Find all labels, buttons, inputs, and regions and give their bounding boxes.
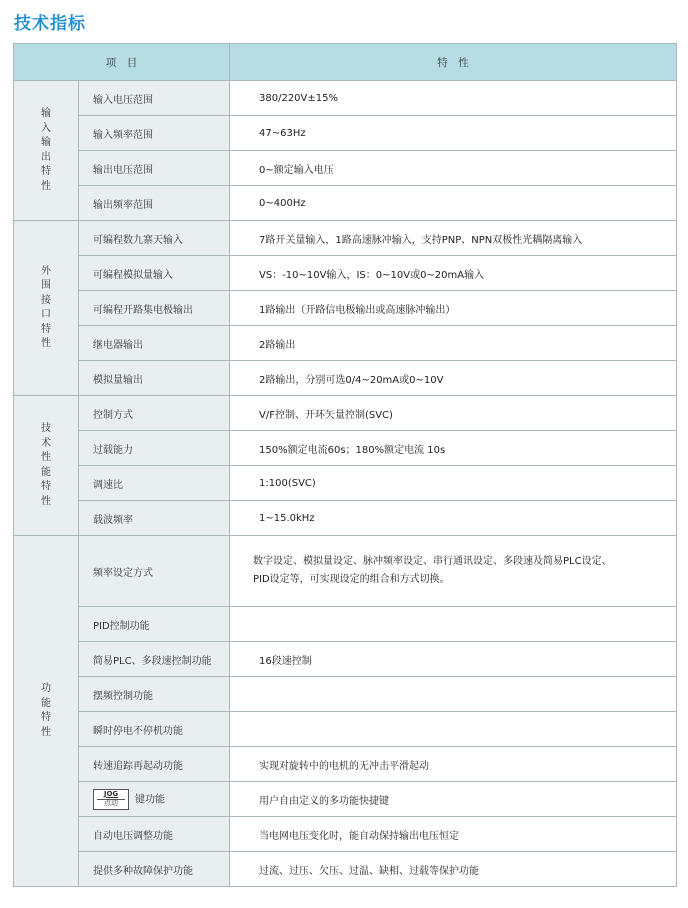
item-cell: 提供多种故障保护功能: [79, 852, 230, 887]
item-cell: 转速追踪再起动功能: [79, 747, 230, 782]
table-row: [14, 852, 677, 887]
item-cell: 简易PLC、多段速控制功能: [79, 642, 230, 677]
item-cell: 输出频率范围: [79, 186, 230, 221]
item-cell: 调速比: [79, 466, 230, 501]
spec-table: [13, 43, 677, 887]
jog-key-label: JOG: [103, 789, 119, 798]
table-row: [14, 782, 677, 817]
value-cell: V/F控制、开环矢量控制(SVC): [230, 396, 677, 431]
value-cell: 47~63Hz: [230, 116, 677, 151]
item-cell: 输入电压范围: [79, 81, 230, 116]
category-cell: [14, 81, 79, 221]
table-row: [14, 431, 677, 466]
category-cell: [14, 396, 79, 536]
item-cell: 可编程开路集电极输出: [79, 291, 230, 326]
table-row: [14, 256, 677, 291]
table-header-row: [14, 44, 677, 81]
table-row: [14, 536, 677, 607]
item-cell: PID控制功能: [79, 607, 230, 642]
table-row: [14, 361, 677, 396]
page-title: 技术指标: [14, 14, 86, 34]
table-row: [14, 291, 677, 326]
value-cell: 过流、过压、欠压、过温、缺相、过载等保护功能: [230, 852, 677, 887]
table-row: [14, 747, 677, 782]
item-cell: 控制方式: [79, 396, 230, 431]
category-cell: [14, 221, 79, 396]
category-label: 输入输出特性: [41, 108, 51, 192]
category-cell: [14, 536, 79, 887]
item-cell: 模拟量输出: [79, 361, 230, 396]
category-label: 外围接口特性: [41, 265, 51, 349]
item-cell: [79, 782, 230, 817]
value-cell: 150%额定电流60s；180%额定电流 10s: [230, 431, 677, 466]
value-cell: 实现对旋转中的电机的无冲击平滑起动: [230, 747, 677, 782]
value-cell: [230, 607, 677, 642]
table-row: [14, 326, 677, 361]
header-item: 项 目: [14, 44, 230, 81]
item-cell: 输出电压范围: [79, 151, 230, 186]
item-cell: 继电器输出: [79, 326, 230, 361]
value-cell: 380/220V±15%: [230, 81, 677, 116]
table-row: [14, 151, 677, 186]
item-cell: 摆频控制功能: [79, 677, 230, 712]
table-row: [14, 817, 677, 852]
value-cell: VS：-10~10V输入，IS：0~10V或0~20mA输入: [230, 256, 677, 291]
category-label: 技术性能特性: [41, 423, 51, 507]
value-cell: 2路输出: [230, 326, 677, 361]
value-line: 数字设定、模拟量设定、脉冲频率设定、串行通讯设定、多段速及简易PLC设定、: [253, 556, 612, 567]
item-label: 键功能: [135, 794, 165, 805]
item-cell: 瞬时停电不停机功能: [79, 712, 230, 747]
value-cell: 2路输出，分别可选0/4~20mA或0~10V: [230, 361, 677, 396]
item-cell: 可编程数九寨天输入: [79, 221, 230, 256]
table-row: [14, 186, 677, 221]
table-row: [14, 396, 677, 431]
value-cell: 0~额定输入电压: [230, 151, 677, 186]
value-cell: [230, 677, 677, 712]
table-row: [14, 501, 677, 536]
value-cell: 7路开关量输入，1路高速脉冲输入，支持PNP、NPN双极性光耦隔离输入: [230, 221, 677, 256]
jog-key-sublabel: 点动: [104, 798, 118, 807]
category-label: 功能特性: [41, 683, 51, 738]
value-cell: 16段速控制: [230, 642, 677, 677]
value-cell: 当电网电压变化时，能自动保持输出电压恒定: [230, 817, 677, 852]
table-row: [14, 677, 677, 712]
value-line: PID设定等，可实现设定的组合和方式切换。: [253, 574, 450, 585]
table-row: [14, 116, 677, 151]
item-cell: 可编程模拟量输入: [79, 256, 230, 291]
header-spec: 特 性: [230, 44, 677, 81]
table-row: [14, 607, 677, 642]
item-cell: 输入频率范围: [79, 116, 230, 151]
item-cell: 过载能力: [79, 431, 230, 466]
table-row: [14, 642, 677, 677]
table-row: [14, 712, 677, 747]
item-cell: 载波频率: [79, 501, 230, 536]
value-cell: [230, 536, 677, 607]
value-cell: 用户自由定义的多功能快捷键: [230, 782, 677, 817]
value-cell: 0~400Hz: [230, 186, 677, 221]
value-cell: 1:100(SVC): [230, 466, 677, 501]
value-cell: 1~15.0kHz: [230, 501, 677, 536]
item-cell: 频率设定方式: [79, 536, 230, 607]
jog-key-icon: [93, 789, 129, 810]
table-row: [14, 466, 677, 501]
value-cell: 1路输出（开路信电极输出或高速脉冲输出）: [230, 291, 677, 326]
table-row: [14, 81, 677, 116]
table-row: [14, 221, 677, 256]
value-cell: [230, 712, 677, 747]
item-cell: 自动电压调整功能: [79, 817, 230, 852]
